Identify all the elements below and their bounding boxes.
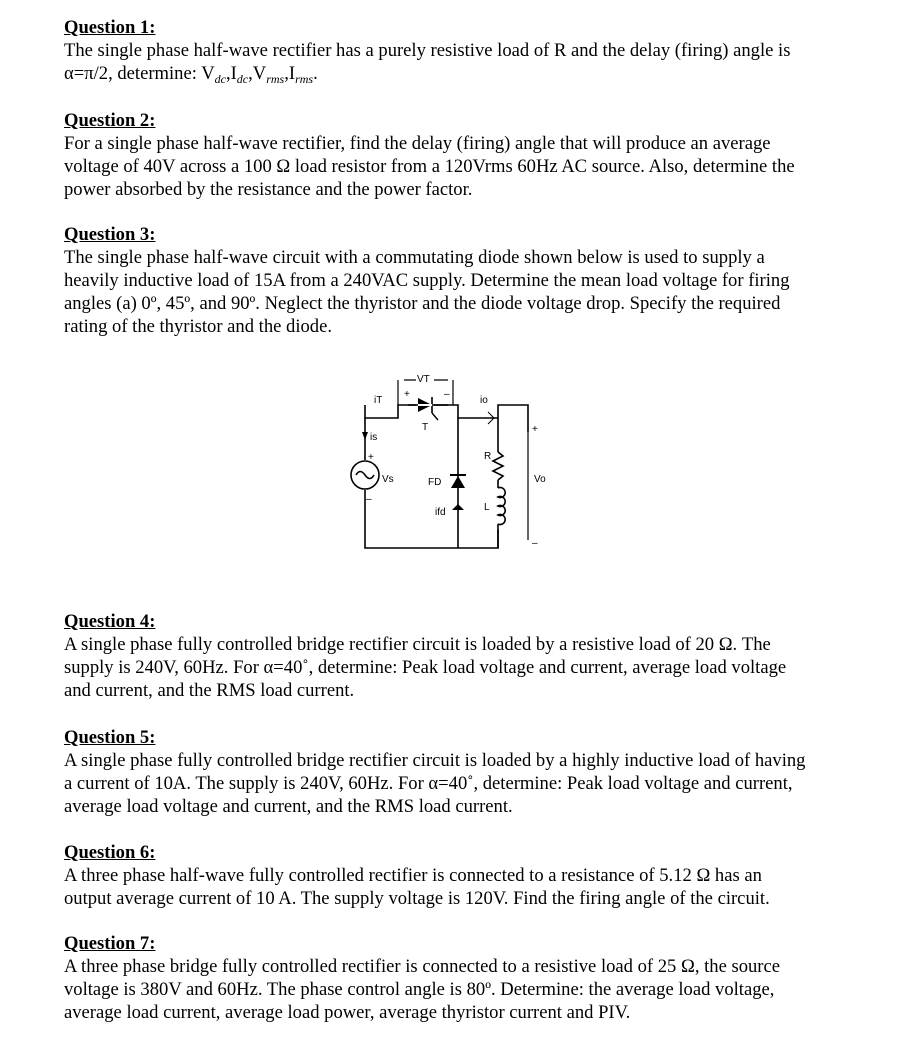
question-6: [64, 841, 770, 910]
fd-label: FD: [428, 477, 442, 488]
question-text-line: a current of 10A. The supply is 240V, 60Hz. For α=40˚, determine: Peak load voltage and current,: [64, 773, 793, 794]
bottom-wire: [365, 490, 498, 548]
question-text-line: For a single phase half-wave rectifier, find the delay (firing) angle that will produce an average: [64, 133, 771, 154]
ifd-label: ifd: [435, 507, 446, 518]
question-1: [64, 16, 790, 85]
question-text-line: power absorbed by the resistance and the power factor.: [64, 179, 473, 200]
resistor-symbol: [493, 452, 503, 480]
freewheeling-diode-icon: [450, 475, 466, 488]
ifd-arrow-icon: [452, 504, 464, 510]
is-label: is: [370, 432, 378, 443]
question-text-line: heavily inductive load of 15A from a 240VAC supply. Determine the mean load voltage for firing: [64, 270, 790, 291]
vt-plus-label: +: [404, 389, 410, 400]
question-text-line: rating of the thyristor and the diode.: [64, 316, 332, 337]
question-text-line: angles (a) 0º, 45º, and 90º. Neglect the thyristor and the diode voltage drop. Specify the required: [64, 293, 781, 314]
top-wire: [365, 405, 528, 432]
vo-plus-label: +: [532, 424, 538, 435]
question-text-line: voltage of 40V across a 100 Ω load resistor from a 120Vrms 60Hz AC source. Also, determine the: [64, 156, 795, 177]
question-text-line: A three phase bridge fully controlled rectifier is connected to a resistive load of 25 Ω, the source: [64, 956, 781, 977]
question-text-line: supply is 240V, 60Hz. For α=40˚, determine: Peak load voltage and current, average load voltage: [64, 657, 787, 678]
question-title: Question 7:: [64, 933, 156, 954]
question-text-line: A three phase half-wave fully controlled rectifier is connected to a resistance of 5.12 Ω has an: [64, 865, 762, 886]
question-5: [64, 726, 805, 818]
question-title: Question 4:: [64, 611, 156, 632]
question-title: Question 1:: [64, 17, 156, 38]
source-minus-label: –: [366, 494, 372, 505]
question-text-line: The single phase half-wave rectifier has a purely resistive load of R and the delay (firing) angle is: [64, 40, 791, 61]
thyristor-icon: [408, 397, 448, 420]
question-text-line: α=π/2, determine: $V_{dc},I_{dc},V_{rms},I_{rms}$.: [64, 63, 318, 86]
vo-label: Vo: [534, 474, 546, 485]
question-text-line: average load current, average load power, average thyristor current and PIV.: [64, 1002, 631, 1023]
sine-icon: [356, 472, 374, 479]
thyristor-label: T: [422, 422, 429, 433]
vs-label: Vs: [382, 474, 394, 485]
is-arrow-icon: [362, 432, 368, 440]
question-7: [64, 932, 780, 1024]
question-2: [64, 109, 795, 201]
question-3: [64, 223, 790, 338]
question-text-line: output average current of 10 A. The supply voltage is 120V. Find the firing angle of the circuit.: [64, 888, 770, 909]
vt-label: VT: [417, 374, 430, 385]
half-wave-rectifier-circuit-diagram: [338, 360, 558, 560]
question-text-line: A single phase fully controlled bridge rectifier circuit is loaded by a resistive load of 20 Ω. The: [64, 634, 771, 655]
question-title: Question 6:: [64, 842, 156, 863]
vo-minus-label: –: [532, 538, 538, 549]
source-plus-label: +: [368, 452, 374, 463]
question-text-line: average load voltage and current, and the RMS load current.: [64, 796, 513, 817]
question-text-line: A single phase fully controlled bridge rectifier circuit is loaded by a highly inductive load of having: [64, 750, 806, 771]
question-title: Question 5:: [64, 727, 156, 748]
question-title: Question 3:: [64, 224, 156, 245]
question-text-line: The single phase half-wave circuit with a commutating diode shown below is used to supply a: [64, 247, 765, 268]
io-label: io: [480, 395, 488, 406]
question-title: Question 2:: [64, 110, 156, 131]
resistor-label: R: [484, 451, 492, 462]
question-text-line: and current, and the RMS load current.: [64, 680, 355, 701]
inductor-symbol: [498, 488, 505, 525]
it-label: iT: [374, 395, 383, 406]
vt-minus-label: –: [444, 389, 450, 400]
inductor-label: L: [484, 502, 490, 513]
question-4: [64, 610, 786, 702]
question-text-line: voltage is 380V and 60Hz. The phase control angle is 80º. Determine: the average load voltage,: [64, 979, 775, 1000]
